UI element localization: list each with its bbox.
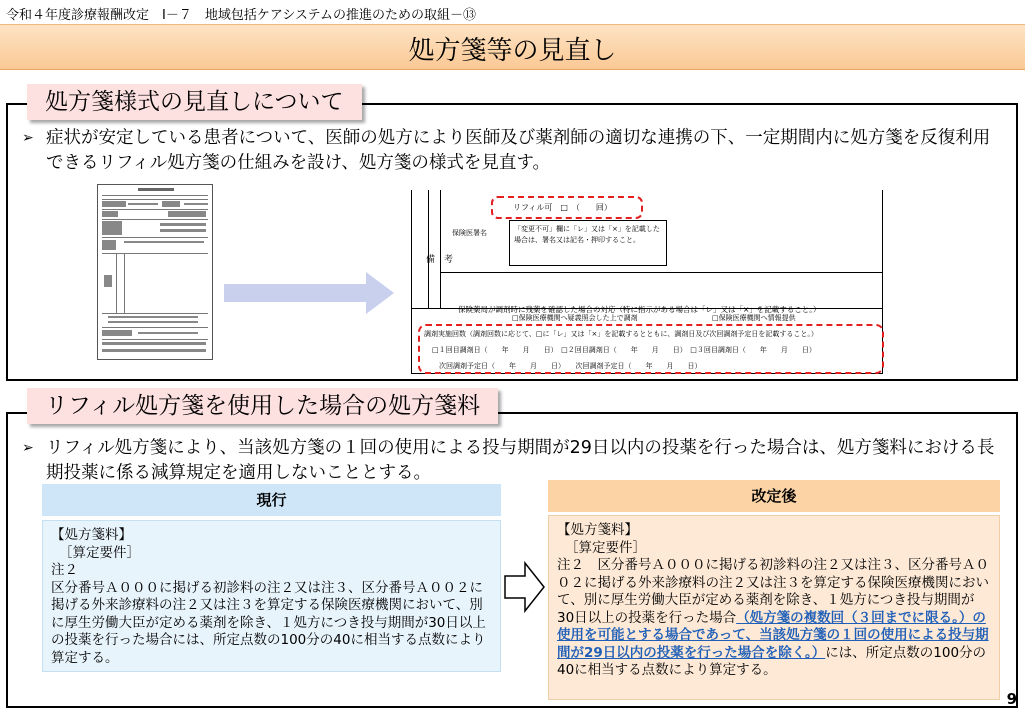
refill-checkbox-label: リフィル可 □ （ 回） <box>513 203 612 212</box>
form-instruction-box <box>509 220 667 266</box>
section2-bullet <box>22 436 997 486</box>
dispensing-schedule-highlight <box>418 324 884 374</box>
refill-highlight <box>491 196 643 219</box>
section1-label: 処方箋様式の見直しについて <box>27 84 362 120</box>
prescription-form-thumbnail <box>97 184 213 360</box>
revised-title: 【処方箋料】 <box>557 522 638 538</box>
revised-body-pre: 注２ 区分番号Ａ０００に掲げる初診料の注２又は注３、区分番号Ａ００２に掲げる外来診療料の注２又は注３を算定する保険医療機関において、別に厚生労働大臣が定める薬剤を除き、１処方につき投与期間が30日以上の投薬を行った場合 <box>557 557 989 626</box>
arrow-right-icon <box>224 272 394 314</box>
form-pharmacy-option1: □保険医療機関へ疑義照会した上で調剤 <box>512 314 638 322</box>
bullet-arrow-icon: ➢ <box>22 130 34 146</box>
revised-subtitle: ［算定要件］ <box>565 539 646 556</box>
revised-body-post: には、所定点数の100分の40に相当する点数により算定する。 <box>557 644 987 678</box>
revised-body <box>557 557 991 680</box>
form-signature-label: 保険医署名 <box>452 229 487 237</box>
form-biko-label: 備 考 <box>426 255 454 265</box>
schedule-header: 調剤実施回数（調剤回数に応じて、□に「レ」又は「×」を記載するとともに、調剤日及び次回調剤予定日を記載すること。） <box>424 330 818 338</box>
title-bar <box>0 24 1025 70</box>
revised-panel <box>548 515 1000 700</box>
section1-bullet <box>22 126 997 176</box>
current-panel <box>42 520 501 672</box>
section2-label: リフィル処方箋を使用した場合の処方箋料 <box>27 388 498 424</box>
current-header: 現行 <box>42 484 501 516</box>
current-subtitle: ［算定要件］ <box>59 544 140 561</box>
form-pharmacy-query: 保険薬局が調剤時に残薬を確認した場合の対応（特に指示がある場合は「レ」又は「×」を記載すること。） <box>458 305 821 314</box>
bullet-arrow-icon: ➢ <box>22 440 34 456</box>
arrow-right-outline-icon <box>503 560 547 614</box>
breadcrumb: 令和４年度診療報酬改定 Ⅰ－７ 地域包括ケアシステムの推進のための取組－⑬ <box>6 8 477 23</box>
form-instruction-text: 「変更不可」欄に「レ」又は「×」を記載した場合は、署名又は記名・押印すること。 <box>514 225 660 244</box>
section1-bullet-text: 症状が安定している患者について、医師の処方により医師及び薬剤師の適切な連携の下、一定期間内に処方箋を反復利用できるリフィル処方箋の仕組みを設け、処方箋の様式を見直す。 <box>46 128 991 173</box>
schedule-row1: □１回目調剤日（ 年 月 日） □２回目調剤日（ 年 月 日） □３回目調剤日（ 年 月 日） <box>432 346 816 354</box>
page-title: 処方箋等の見直し <box>408 36 617 66</box>
current-title: 【処方箋料】 <box>51 527 132 543</box>
schedule-row2: 次回調剤予定日（ 年 月 日） 次回調剤予定日（ 年 月 日） <box>432 362 702 370</box>
section2-bullet-text: リフィル処方箋により、当該処方箋の１回の使用による投与期間が29日以内の投薬を行った場合は、処方箋料における長期投薬に係る減算規定を適用しないこととする。 <box>46 438 995 483</box>
form-pharmacy-option2: □保険医療機関へ情報提供 <box>712 314 796 322</box>
current-note: 注２ <box>51 562 78 578</box>
current-body: 区分番号Ａ０００に掲げる初診料の注２又は注３、区分番号Ａ００２に掲げる外来診療料の注２又は注３を算定する保険医療機関において、別に厚生労働大臣が定める薬剤を除き、１処方につき投与期間が30日以上の投薬を行った場合には、所定点数の100分の40に相当する点数により算定する。 <box>51 579 486 666</box>
revised-header: 改定後 <box>548 480 1000 512</box>
revised-body-highlight: （処方箋の複数回（３回までに限る。）の使用を可能とする場合であって、当該処方箋の１回の使用による投与期間が29日以内の投薬を行った場合を除く。） <box>557 609 989 661</box>
page-number: 9 <box>1006 690 1017 708</box>
